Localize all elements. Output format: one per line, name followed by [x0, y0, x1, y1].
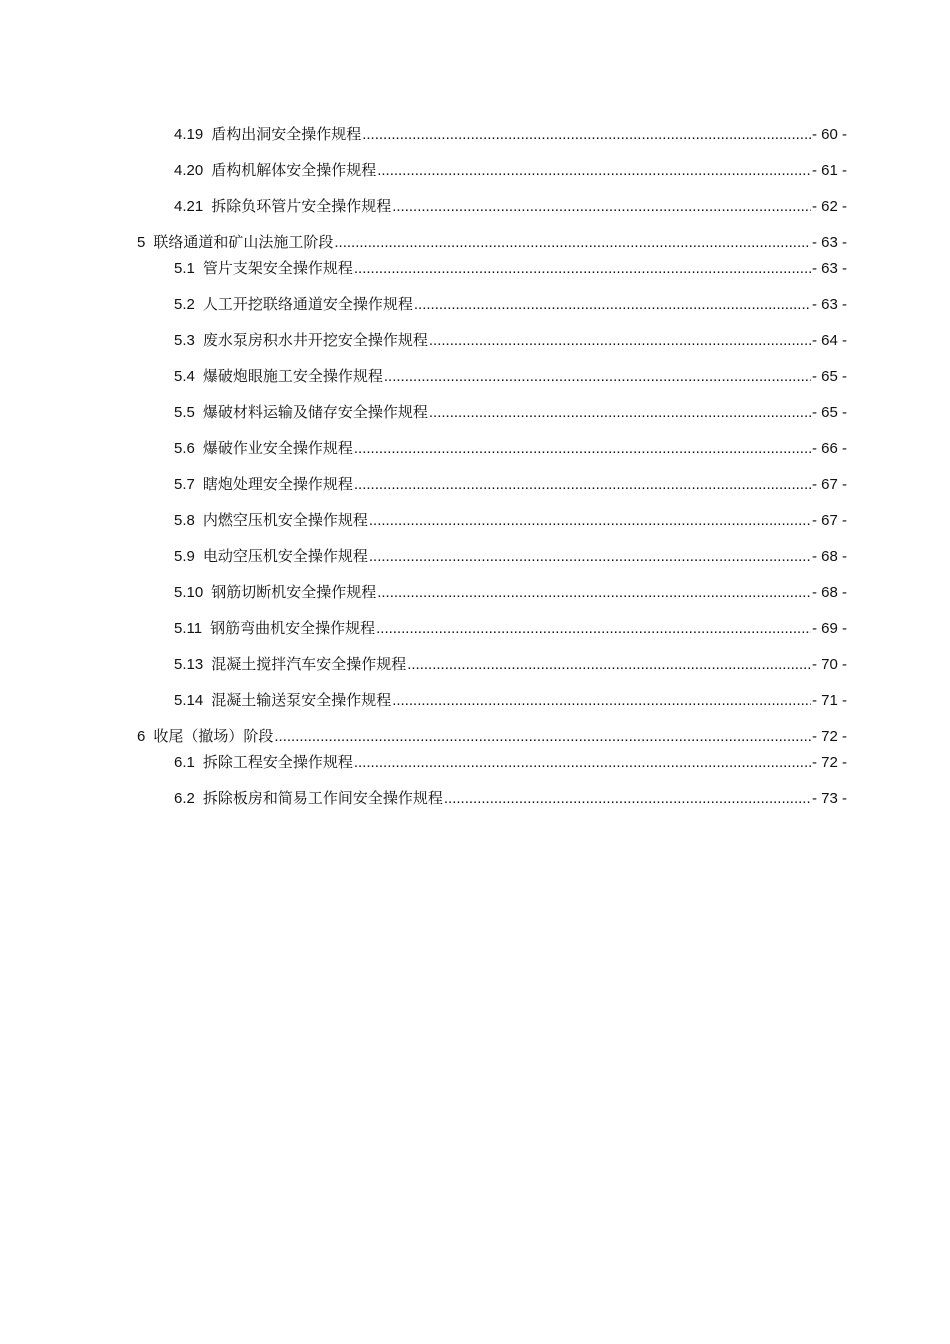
- toc-entry-number: 5.13: [174, 656, 204, 673]
- toc-entry-number: 5.14: [174, 692, 204, 709]
- toc-entry-page: - 70 -: [811, 656, 847, 673]
- toc-entry-number: 4.21: [174, 198, 204, 215]
- toc-entry-page: - 67 -: [811, 512, 847, 529]
- toc-entry-number: 5.7: [174, 476, 195, 493]
- toc-entry-page: - 62 -: [811, 198, 847, 215]
- toc-entry-title: 收尾（撤场）阶段: [153, 727, 274, 745]
- toc-entry-title: 电动空压机安全操作规程: [202, 547, 368, 565]
- toc-entry-number: 5.1: [174, 260, 195, 277]
- toc-entry-number: 5.4: [174, 368, 195, 385]
- toc-entry[interactable]: [137, 124, 847, 160]
- toc-entry[interactable]: [137, 294, 847, 330]
- toc-entry[interactable]: [137, 160, 847, 196]
- toc-entry[interactable]: [137, 546, 847, 582]
- toc-entry[interactable]: [137, 690, 847, 726]
- toc-chapter-entry[interactable]: [137, 726, 847, 752]
- toc-dot-leader: [354, 439, 811, 459]
- toc-dot-leader: [377, 161, 811, 181]
- toc-entry-number: 5.11: [174, 620, 203, 637]
- toc-chapter-entry[interactable]: [137, 232, 847, 258]
- toc-entry[interactable]: [137, 438, 847, 474]
- toc-entry-title: 盾构机解体安全操作规程: [211, 161, 377, 179]
- toc-dot-leader: [377, 583, 811, 603]
- toc-dot-leader: [392, 691, 811, 711]
- toc-entry-title: 内燃空压机安全操作规程: [202, 511, 368, 529]
- toc-entry-number: 5: [137, 234, 146, 251]
- toc-entry-number: 6.1: [174, 754, 195, 771]
- toc-entry-number: 4.20: [174, 162, 204, 179]
- toc-dot-leader: [369, 511, 811, 531]
- toc-entry-title: 混凝土搅拌汽车安全操作规程: [211, 655, 407, 673]
- toc-entry[interactable]: [137, 366, 847, 402]
- toc-entry[interactable]: [137, 474, 847, 510]
- toc-dot-leader: [354, 475, 811, 495]
- toc-entry-page: - 63 -: [811, 260, 847, 277]
- toc-entry-page: - 69 -: [811, 620, 847, 637]
- toc-entry-title: 盾构出洞安全操作规程: [211, 125, 362, 143]
- toc-entry-title: 瞎炮处理安全操作规程: [202, 475, 353, 493]
- toc-entry-page: - 64 -: [811, 332, 847, 349]
- toc-entry-page: - 68 -: [811, 584, 847, 601]
- toc-entry[interactable]: [137, 582, 847, 618]
- toc-entry-title: 爆破炮眼施工安全操作规程: [202, 367, 383, 385]
- toc-dot-leader: [429, 403, 811, 423]
- toc-dot-leader: [369, 547, 811, 567]
- toc-entry[interactable]: [137, 196, 847, 232]
- toc-entry-page: - 66 -: [811, 440, 847, 457]
- toc-entry-number: 5.6: [174, 440, 195, 457]
- toc-entry-page: - 71 -: [811, 692, 847, 709]
- toc-dot-leader: [354, 753, 811, 773]
- toc-dot-leader: [376, 619, 811, 639]
- toc-entry-title: 管片支架安全操作规程: [202, 259, 353, 277]
- toc-entry-number: 6: [137, 728, 146, 745]
- toc-entry-title: 混凝土输送泵安全操作规程: [211, 691, 392, 709]
- toc-entry-page: - 65 -: [811, 404, 847, 421]
- toc-dot-leader: [414, 295, 811, 315]
- toc-entry-title: 废水泵房积水井开挖安全操作规程: [202, 331, 428, 349]
- toc-entry[interactable]: [137, 618, 847, 654]
- toc-entry-number: 6.2: [174, 790, 195, 807]
- toc-entry-title: 拆除板房和简易工作间安全操作规程: [202, 789, 443, 807]
- toc-entry-page: - 68 -: [811, 548, 847, 565]
- toc-entry[interactable]: [137, 330, 847, 366]
- toc-entry-page: - 63 -: [811, 234, 847, 251]
- toc-entry-title: 拆除负环管片安全操作规程: [211, 197, 392, 215]
- toc-entry-page: - 65 -: [811, 368, 847, 385]
- toc-entry-page: - 61 -: [811, 162, 847, 179]
- toc-entry-number: 5.2: [174, 296, 195, 313]
- toc-entry-title: 拆除工程安全操作规程: [202, 753, 353, 771]
- toc-entry-title: 人工开挖联络通道安全操作规程: [202, 295, 413, 313]
- toc-dot-leader: [392, 197, 811, 217]
- toc-dot-leader: [274, 727, 811, 747]
- toc-entry-title: 钢筋切断机安全操作规程: [211, 583, 377, 601]
- toc-dot-leader: [384, 367, 811, 387]
- toc-entry-number: 4.19: [174, 126, 204, 143]
- toc-entry-page: - 72 -: [811, 754, 847, 771]
- toc-entry[interactable]: [137, 752, 847, 788]
- toc-entry-number: 5.10: [174, 584, 204, 601]
- toc-entry[interactable]: [137, 788, 847, 824]
- toc-entry[interactable]: [137, 510, 847, 546]
- toc-entry-title: 爆破作业安全操作规程: [202, 439, 353, 457]
- table-of-contents: [137, 124, 847, 824]
- toc-entry-number: 5.5: [174, 404, 195, 421]
- toc-dot-leader: [407, 655, 811, 675]
- toc-dot-leader: [354, 259, 811, 279]
- toc-entry[interactable]: [137, 402, 847, 438]
- toc-entry-page: - 60 -: [811, 126, 847, 143]
- toc-entry-number: 5.9: [174, 548, 195, 565]
- toc-entry-title: 联络通道和矿山法施工阶段: [153, 233, 334, 251]
- toc-entry-page: - 73 -: [811, 790, 847, 807]
- toc-dot-leader: [429, 331, 811, 351]
- toc-entry-title: 钢筋弯曲机安全操作规程: [210, 619, 376, 637]
- toc-entry-number: 5.8: [174, 512, 195, 529]
- toc-entry-title: 爆破材料运输及储存安全操作规程: [202, 403, 428, 421]
- toc-dot-leader: [362, 125, 811, 145]
- toc-entry-page: - 63 -: [811, 296, 847, 313]
- toc-dot-leader: [444, 789, 811, 809]
- toc-entry[interactable]: [137, 654, 847, 690]
- toc-entry-page: - 72 -: [811, 728, 847, 745]
- toc-entry-page: - 67 -: [811, 476, 847, 493]
- toc-entry-number: 5.3: [174, 332, 195, 349]
- toc-dot-leader: [334, 233, 811, 253]
- toc-entry[interactable]: [137, 258, 847, 294]
